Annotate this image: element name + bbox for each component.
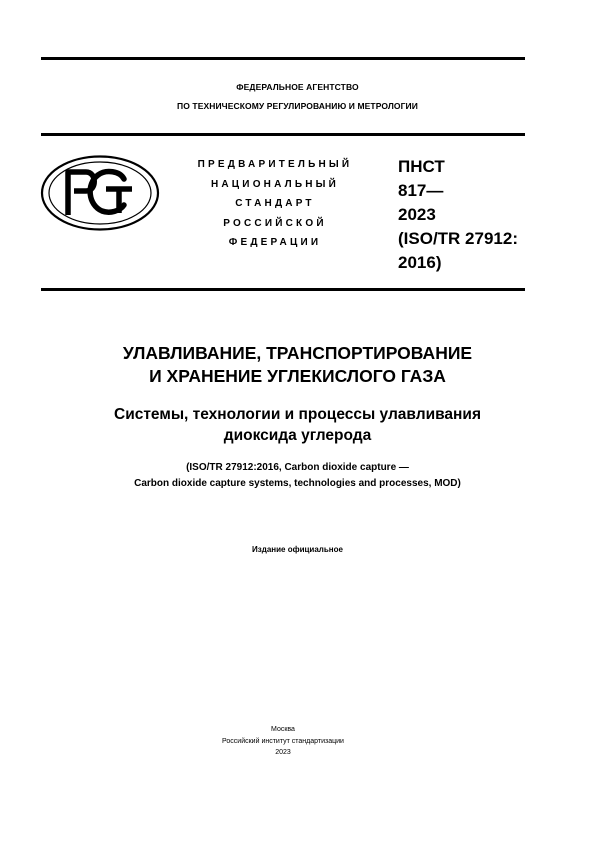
agency-name-line-1: ФЕДЕРАЛЬНОЕ АГЕНТСТВО bbox=[236, 82, 359, 92]
gost-r-emblem-icon bbox=[40, 155, 160, 231]
designation-line-1: ПНСТ bbox=[398, 157, 445, 176]
header-bottom-rule bbox=[41, 288, 525, 291]
top-rule bbox=[41, 57, 525, 60]
reference-line-2: Carbon dioxide capture systems, technologies and processes, MOD) bbox=[134, 478, 461, 489]
designation-line-2: 817— bbox=[398, 181, 444, 200]
edition-label: Издание официальное bbox=[252, 545, 343, 554]
status-line-4: РОССИЙСКОЙ bbox=[223, 217, 327, 229]
header-divider-rule bbox=[41, 133, 525, 136]
designation-line-4: (ISO/TR 27912: bbox=[398, 229, 518, 248]
imprint-city: Москва bbox=[271, 726, 295, 733]
title-line-1: УЛАВЛИВАНИЕ, ТРАНСПОРТИРОВАНИЕ bbox=[122, 343, 473, 363]
reference-line-1: (ISO/TR 27912:2016, Carbon dioxide capture — bbox=[186, 462, 409, 473]
status-line-1: ПРЕДВАРИТЕЛЬНЫЙ bbox=[197, 159, 353, 170]
standard-designation bbox=[398, 155, 518, 275]
status-line-5: ФЕДЕРАЦИИ bbox=[228, 237, 322, 248]
imprint-block bbox=[0, 724, 566, 759]
document-title bbox=[0, 342, 595, 388]
title-line-2: И ХРАНЕНИЕ УГЛЕКИСЛОГО ГАЗА bbox=[149, 366, 446, 386]
imprint-year: 2023 bbox=[275, 749, 291, 756]
status-line-3: СТАНДАРТ bbox=[235, 198, 315, 209]
agency-name-line-2: ПО ТЕХНИЧЕСКОМУ РЕГУЛИРОВАНИЮ И МЕТРОЛОГИИ bbox=[177, 101, 418, 111]
standard-status-block bbox=[170, 155, 380, 253]
document-subtitle bbox=[0, 404, 595, 446]
status-line-2: НАЦИОНАЛЬНЫЙ bbox=[210, 178, 340, 190]
designation-line-5: 2016) bbox=[398, 253, 442, 272]
designation-line-3: 2023 bbox=[398, 205, 436, 224]
subtitle-line-2: диоксида углерода bbox=[223, 427, 372, 444]
imprint-publisher: Российский институт стандартизации bbox=[222, 737, 344, 745]
subtitle-line-1: Системы, технологии и процессы улавливания bbox=[114, 406, 481, 423]
original-standard-reference bbox=[0, 460, 595, 492]
